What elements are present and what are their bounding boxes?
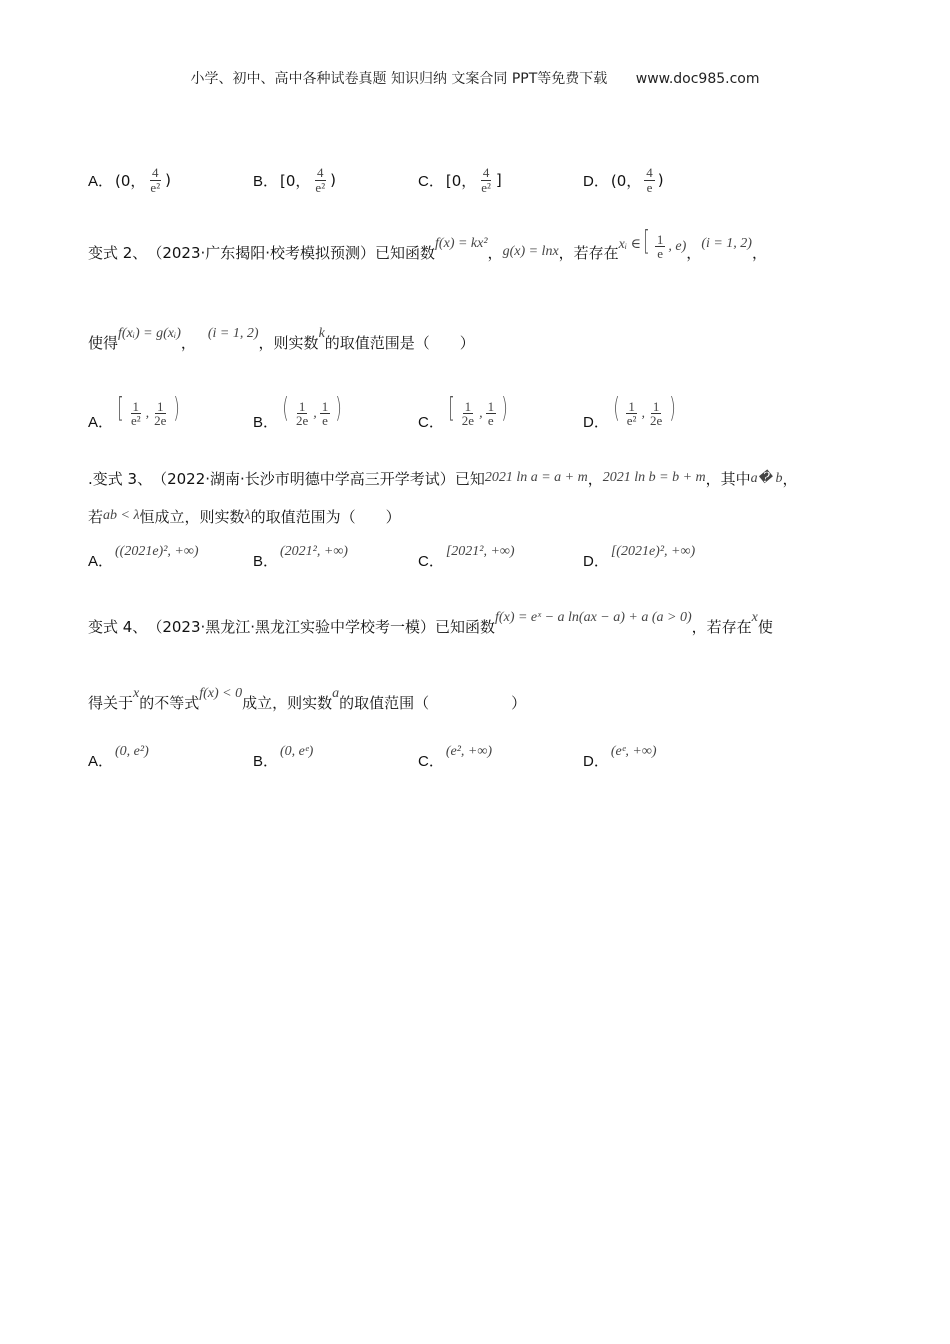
q2-interval: [ $\frac{1}{e}$ , e)	[643, 224, 687, 262]
q2-line1: 变式 2、 （2023·广东揭阳·校考模拟预测） 已知函数 f(x) = kx² ， g(x) = lnx ，若存在 xᵢ ∈ [ $\frac{1}{e}$ , e) ， (i = 1, 2) ，	[88, 224, 767, 262]
q1-option-a: A． (0， $\frac{4}{\text{e²}}$ )	[88, 164, 171, 195]
q4-option-d: D． (eᵉ, +∞)	[583, 744, 657, 770]
q4-line1: 变式 4、 （2023·黑龙江·黑龙江实验中学校考一模） 已知函数 f(x) = eˣ − a ln(ax − a) + a (a > 0) ，若存在 x 使	[88, 610, 773, 636]
q2-index-2: (i = 1, 2)	[207, 326, 259, 341]
q4-label: 变式 4、	[88, 617, 148, 636]
q3-option-c: C． [2021², +∞)	[418, 544, 515, 570]
q3-lambda: λ	[244, 508, 251, 523]
q2-f-def: f(x) = kx²	[435, 236, 488, 251]
q3-line2: 若 ab < λ 恒成立，则实数 λ 的取值范围为（ ）	[88, 507, 401, 526]
q2-equation: f(xᵢ) = g(xᵢ)	[118, 326, 181, 341]
q4-option-a: A． (0, e²)	[88, 744, 149, 770]
q2-k: k	[318, 326, 325, 341]
q4-options	[88, 740, 878, 780]
q2-label: 变式 2、	[88, 243, 148, 262]
q1-option-c: C． [0， $\frac{4}{\text{e²}}$ ]	[418, 164, 502, 195]
q3-eq2: 2021 ln b = b + m	[602, 470, 706, 485]
q3-eq1: 2021 ln a = a + m	[484, 470, 588, 485]
q4-option-c: C． (e², +∞)	[418, 744, 493, 770]
q3-option-a: A． ((2021e)², +∞)	[88, 544, 199, 570]
q2-line2: 使得 f(xᵢ) = g(xᵢ) ， (i = 1, 2) ，则实数 k 的取值范围是（ ）	[88, 326, 475, 352]
q2-index: (i = 1, 2)	[701, 236, 752, 251]
q3-label: .变式 3、	[88, 469, 153, 488]
q4-f-def: f(x) = eˣ − a ln(ax − a) + a (a > 0)	[495, 610, 692, 625]
q3-cond: a� b	[750, 470, 783, 486]
q4-line2: 得关于 x 的不等式 f(x) < 0 成立，则实数 a 的取值范围（ ）	[88, 686, 527, 712]
q1-option-b: B． [0， $\frac{4}{\text{e²}}$ )	[253, 164, 336, 195]
q2-xi: xᵢ ∈	[618, 236, 641, 252]
header-text: 小学、初中、高中各种试卷真题 知识归纳 文案合同 PPT等免费下载	[190, 71, 608, 87]
q4-x2: x	[133, 686, 140, 701]
q4-source: （2023·黑龙江·黑龙江实验中学校考一模）	[147, 617, 436, 636]
q4-ineq: f(x) < 0	[199, 686, 243, 701]
q4-a: a	[332, 686, 340, 701]
q2-option-c: C． [ $\frac{1}{2e}$ , $\frac{1}{e}$ )	[418, 391, 508, 431]
q1-option-d: D． (0， $\frac{4}{e}$ )	[583, 164, 664, 195]
q4-x: x	[751, 610, 758, 625]
q3-ineq: ab < λ	[103, 508, 140, 523]
q3-option-b: B． (2021², +∞)	[253, 544, 348, 570]
q2-g-def: g(x) = lnx	[502, 244, 559, 259]
q2-option-b: B． ( $\frac{1}{2e}$ , $\frac{1}{e}$ )	[253, 391, 342, 431]
q2-source: （2023·广东揭阳·校考模拟预测）	[147, 243, 376, 262]
q3-option-d: D． [(2021e)², +∞)	[583, 544, 696, 570]
q3-source: （2022·湖南·长沙市明德中学高三开学考试）	[152, 469, 455, 488]
q4-option-b: B． (0, eᵉ)	[253, 744, 314, 770]
q2-option-a: A． [ $\frac{1}{\text{e²}}$ , $\frac{1}{2e}$ )	[88, 391, 181, 431]
q1-options	[88, 160, 878, 200]
q2-option-d: D． ( $\frac{1}{\text{e²}}$ , $\frac{1}{2e}$ )	[583, 391, 676, 431]
q3-line1: .变式 3、 （2022·湖南·长沙市明德中学高三开学考试） 已知 2021 ln a = a + m ， 2021 ln b = b + m ，其中 a� b ，	[88, 469, 798, 488]
header-site: www.doc985.com	[635, 71, 760, 87]
q2-options	[88, 388, 878, 434]
q3-options	[88, 540, 878, 580]
page-header	[0, 68, 950, 88]
